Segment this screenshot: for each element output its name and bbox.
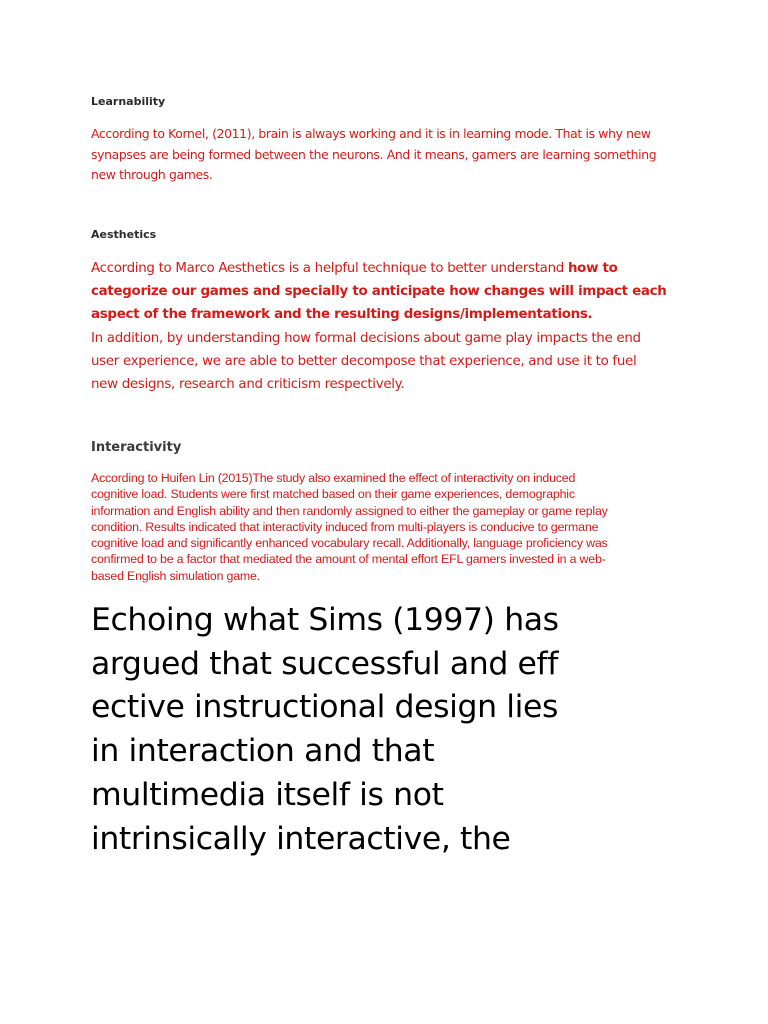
- paragraph-line: new designs, research and criticism respectively.: [91, 377, 405, 393]
- aesthetics-paragraph: [91, 257, 667, 396]
- paragraph-line: user experience, we are able to better decompose that experience, and use it to fuel: [91, 353, 637, 369]
- quote-line: ective instructional design lies: [91, 689, 558, 726]
- paragraph-line: condition. Results indicated that interactivity induced from multi-players is conducive to germane: [91, 519, 599, 534]
- paragraph-line: information and English ability and then randomly assigned to either the gameplay or game replay: [91, 503, 608, 518]
- paragraph-line: confirmed to be a factor that mediated the amount of mental effort EFL gamers invested in a web-: [91, 552, 606, 567]
- quote-line: Echoing what Sims (1997) has: [91, 602, 559, 638]
- paragraph-line: [91, 303, 667, 326]
- quote-line: in interaction and that: [91, 733, 435, 770]
- learnability-heading: Learnability: [91, 95, 166, 108]
- bold-text: how to: [567, 261, 618, 276]
- interactivity-heading: Interactivity: [91, 440, 182, 455]
- quote-line: argued that successful and eff: [91, 645, 558, 682]
- interactivity-paragraph: [91, 470, 608, 584]
- paragraph-line: [91, 257, 667, 280]
- quote-line: intrinsically interactive, the: [91, 820, 511, 857]
- paragraph-line: based English simulation game.: [91, 568, 260, 583]
- paragraph-line: [91, 280, 667, 303]
- paragraph-line: According to Kornel, (2011), brain is always working and it is in learning mode. That is why new: [91, 126, 651, 141]
- bold-text: aspect of the framework and the resulting designs/implementations.: [91, 307, 593, 323]
- paragraph-line: In addition, by understanding how formal decisions about game play impacts the end: [91, 330, 641, 346]
- paragraph-text: According to Marco Aesthetics is a helpful technique to better understand: [91, 261, 568, 276]
- learnability-paragraph: [91, 124, 656, 186]
- paragraph-line: new through games.: [91, 167, 213, 182]
- quote-line: multimedia itself is not: [91, 776, 444, 813]
- bold-text: categorize our games and specially to anticipate how changes will impact each: [91, 284, 667, 300]
- aesthetics-heading: Aesthetics: [91, 228, 157, 241]
- paragraph-line: cognitive load. Students were first matched based on their game experiences, demographic: [91, 487, 575, 502]
- large-quote-paragraph: [91, 599, 559, 861]
- paragraph-line: synapses are being formed between the neurons. And it means, gamers are learning something: [91, 146, 657, 162]
- paragraph-line: cognitive load and significantly enhanced vocabulary recall. Additionally, language proficiency was: [91, 536, 608, 551]
- paragraph-line: According to Huifen Lin (2015)The study also examined the effect of interactivity on induced: [91, 471, 576, 485]
